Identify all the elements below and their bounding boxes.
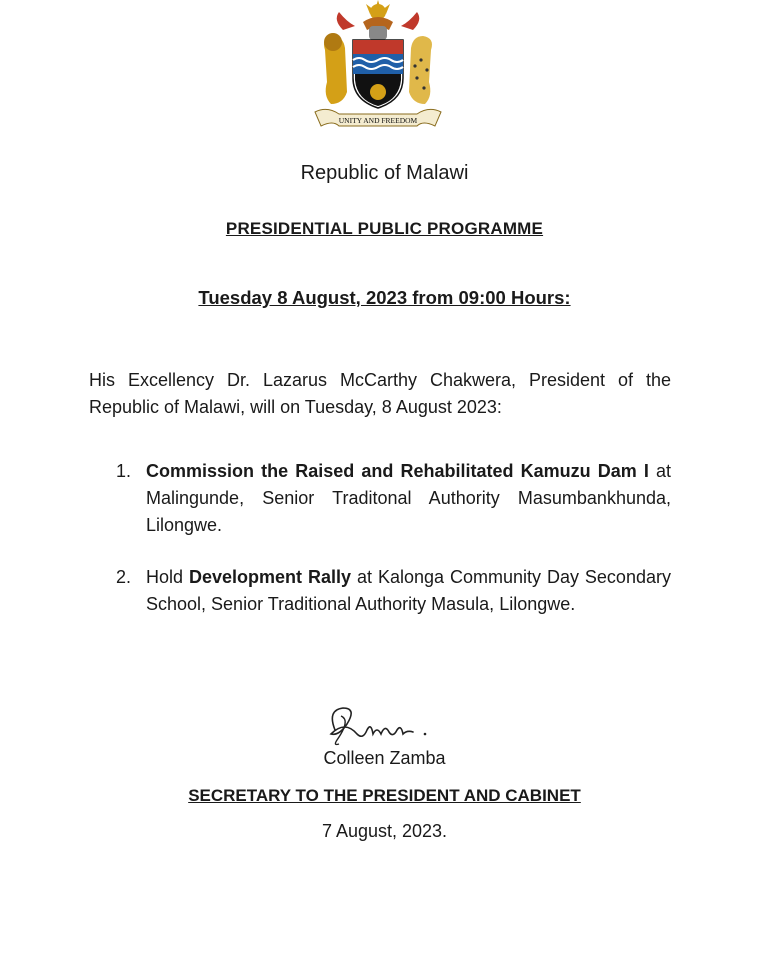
intro-paragraph: His Excellency Dr. Lazarus McCarthy Chakwera, President of the Republic of Malawi, will on Tuesday, 8 August 2023: xyxy=(89,370,671,417)
country-name: Republic of Malawi xyxy=(300,162,469,184)
signer-office: SECRETARY TO THE PRESIDENT AND CABINET xyxy=(188,786,581,805)
item-bold: Development Rally xyxy=(188,567,351,587)
list-item xyxy=(116,458,671,539)
programme-list xyxy=(116,458,671,618)
programme-date: Tuesday 8 August, 2023 from 09:00 Hours: xyxy=(198,287,571,308)
issue-date: 7 August, 2023. xyxy=(321,821,448,841)
item-number: 1. xyxy=(116,461,132,481)
list-item xyxy=(116,564,671,618)
item-pre: Hold xyxy=(146,567,189,587)
item-rest: at Kalonga Community Day Secondary School, Senior Traditional Authority Masula, Lilongwe. xyxy=(146,567,671,614)
signature xyxy=(317,700,447,750)
coat-of-arms-icon xyxy=(303,0,453,135)
programme-title: PRESIDENTIAL PUBLIC PROGRAMME xyxy=(225,219,544,238)
item-bold: Commission the Raised and Rehabilitated Kamuzu Dam I xyxy=(146,461,649,481)
signer-name: Colleen Zamba xyxy=(323,748,446,768)
crest-motto: UNITY AND FREEDOM xyxy=(338,116,418,125)
item-number: 2. xyxy=(116,567,132,587)
item-rest: at Malingunde, Senior Traditonal Authority Masumbankhunda, Lilongwe. xyxy=(146,461,671,535)
